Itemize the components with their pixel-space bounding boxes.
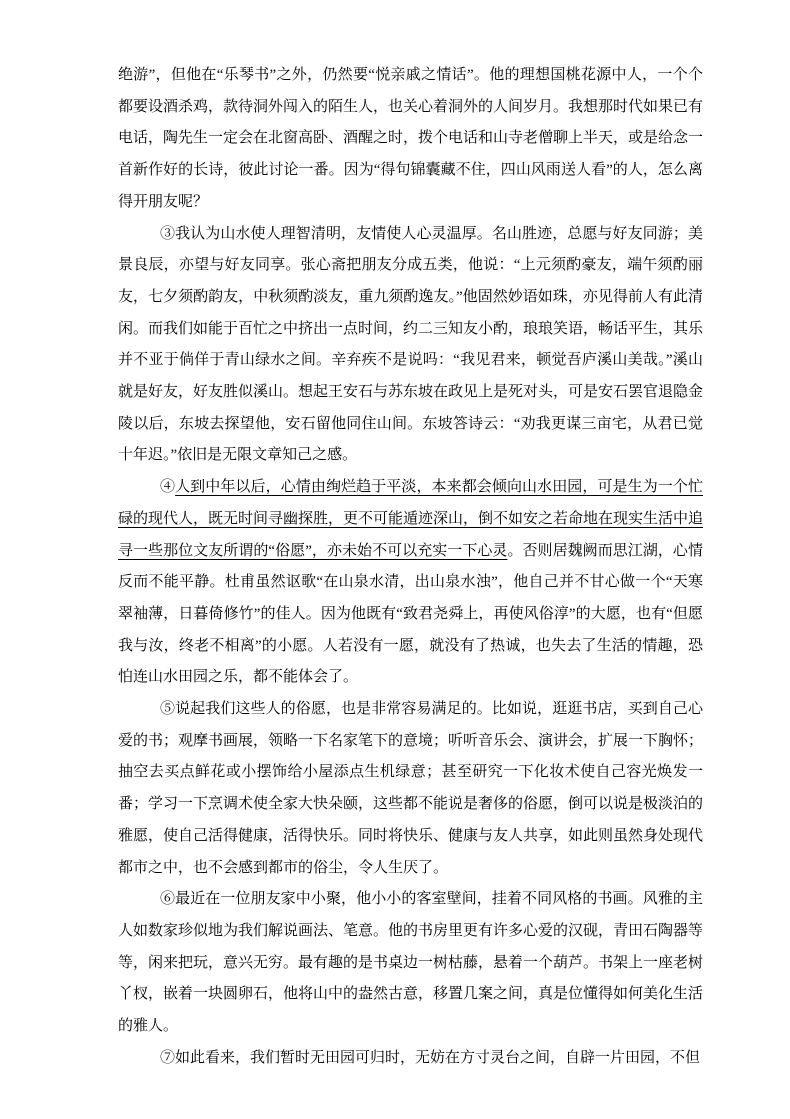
paragraph (118, 694, 703, 884)
underlined-passage: 人到中年以后，心情由绚烂趋于平淡，本来都会倾向山水田园，可是生为一个忙碌的现代人，既无时间寻幽探胜，更不可能遁迹深山，倒不如安之若命地在现实生活中追寻一些那位文友所谓的“俗愿”，亦未始不可以充实一下心灵 (118, 479, 704, 559)
text-segment: ⑦如此看来，我们暂时无田园可归时，无妨在方寸灵台之间，自辟一片田园，不但 (160, 1049, 701, 1066)
paragraph (118, 1043, 703, 1075)
paragraph (118, 472, 703, 694)
document-body (118, 60, 703, 1075)
text-segment: ⑥最近在一位朋友家中小聚，他小小的客室壁间，挂着不同风格的书画。风雅的主人如数家珍似地为我们解说画法、笔意。他的书房里更有许多心爱的汉砚，青田石陶器等等，闲来把玩，意兴无穷。最有趣的是书桌边一树枯藤，悬着一个葫芦。书架上一座老树丫杈，嵌着一块圆卵石，他将山中的盎然古意，移置几案之间，真是位懂得如何美化生活的雅人。 (118, 891, 704, 1035)
text-segment: 绝游”，但他在“乐琴书”之外，仍然要“悦亲戚之情话”。他的理想国桃花源中人，一个个都要设酒杀鸡，款待洞外闯入的陌生人，也关心着洞外的人间岁月。我想那时代如果已有电话，陶先生一定会在北窗高卧、酒醒之时，拨个电话和山寺老僧聊上半天，或是给念一首新作好的长诗，彼此讨论一番。因为“得句锦囊藏不住，四山风雨送人看”的人，怎么离得开朋友呢？ (118, 67, 704, 210)
text-segment: ⑤说起我们这些人的俗愿，也是非常容易满足的。比如说，逛逛书店，买到自己心爱的书；观摩书画展，领略一下名家笔下的意境；听听音乐会、演讲会，扩展一下胸怀；抽空去买点鲜花或小摆饰给小屋添点生机绿意；甚至研究一下化妆术使自己容光焕发一番；学习一下烹调术使全家大快朵颐，这些都不能说是奢侈的俗愿，倒可以说是极淡泊的雅愿，使自己活得健康，活得快乐。同时将快乐、健康与友人共享，如此则虽然身处现代都市之中，也不会感到都市的俗尘，令人生厌了。 (118, 701, 704, 876)
paragraph (118, 884, 703, 1043)
text-segment: 。否则居魏阙而思江湖，心情反而不能平静。杜甫虽然讴歌“在山泉水清，出山泉水浊”，他自己并不甘心做一个“天寒翠袖薄，日暮倚修竹”的佳人。因为他既有“致君尧舜上，再使风俗淳”的大愿，也有“但愿我与汝，终老不相离”的小愿。人若没有一愿，就没有了热诚，也失去了生活的情趣，恐怕连山水田园之乐，都不能体会了。 (118, 542, 703, 686)
text-segment: ③我认为山水使人理智清明，友情使人心灵温厚。名山胜迹，总愿与好友同游；美景良辰，亦望与好友同享。张心斋把朋友分成五类，他说：“上元须酌豪友，端午须酌丽友，七夕须酌韵友，中秋须酌淡友，重九须酌逸友。”他固然妙语如珠，亦见得前人有此清闲。而我们如能于百忙之中挤出一点时间，约二三知友小酌，琅琅笑语，畅话平生，其乐并不亚于倘佯于青山绿水之间。辛弃疾不是说吗：“我见君来，顿觉吾庐溪山美哉。”溪山就是好友，好友胜似溪山。想起王安石与苏东坡在政见上是死对头，可是安石罢官退隐金陵以后，东坡去探望他，安石留他同住山间。东坡答诗云：“劝我更谋三亩宅，从君已觉十年迟。”依旧是无限文章知己之感。 (118, 225, 704, 464)
paragraph (118, 60, 703, 219)
paragraph (118, 219, 703, 473)
text-segment: ④ (160, 479, 176, 496)
